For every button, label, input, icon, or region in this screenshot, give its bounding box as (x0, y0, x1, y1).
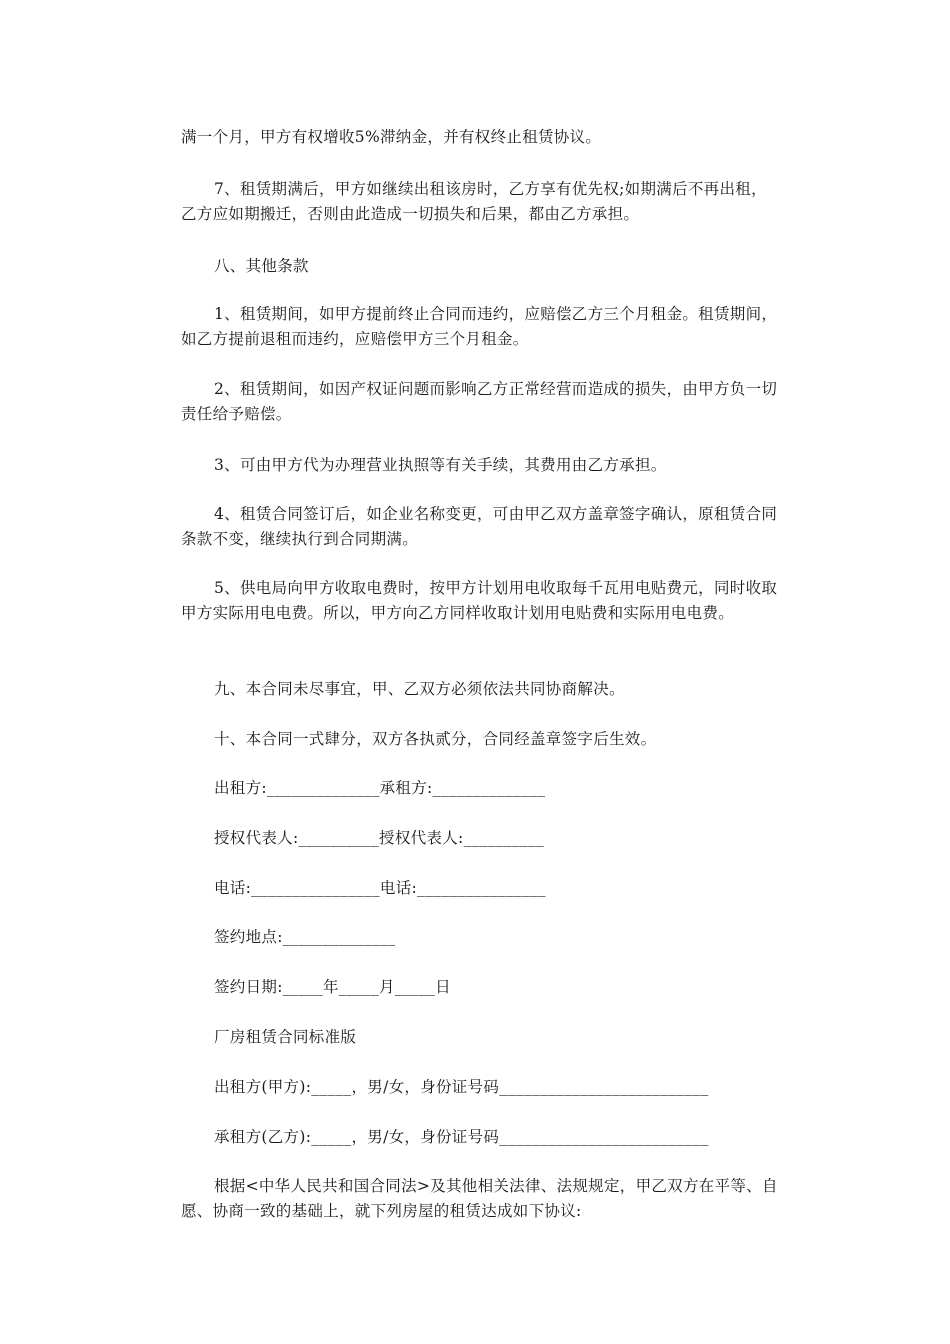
signature-place: 签约地点:______________ (214, 928, 396, 946)
paragraph-clause-10: 十、本合同一式肆分，双方各执贰分，合同经盖章签字后生效。 (214, 730, 657, 748)
paragraph-legal-basis: 根据<中华人民共和国合同法>及其他相关法律、法规规定，甲乙双方在平等、自愿、协商一致的基础上，就下列房屋的租赁达成如下协议: (181, 1177, 778, 1220)
signature-authorized-reps: 授权代表人:__________授权代表人:__________ (214, 829, 545, 847)
paragraph-late-fee: 满一个月，甲方有权增收5%滞纳金，并有权终止租赁协议。 (181, 128, 602, 146)
paragraph-clause-7: 7、租赁期满后，甲方如继续出租该房时，乙方享有优先权;如期满后不再出租，乙方应如期搬迁，否则由此造成一切损失和后果，都由乙方承担。 (181, 180, 767, 223)
party-a-line: 出租方(甲方):_____，男/女，身份证号码__________________________ (214, 1078, 709, 1096)
signature-date: 签约日期:_____年_____月_____日 (214, 978, 451, 996)
paragraph-other-4: 4、租赁合同签订后，如企业名称变更，可由甲乙双方盖章签字确认，原租赁合同条款不变，继续执行到合同期满。 (181, 505, 778, 548)
paragraph-other-2: 2、租赁期间，如因产权证问题而影响乙方正常经营而造成的损失，由甲方负一切责任给予赔偿。 (181, 380, 778, 423)
paragraph-other-3: 3、可由甲方代为办理营业执照等有关手续，其费用由乙方承担。 (214, 456, 667, 474)
paragraph-clause-9: 九、本合同未尽事宜，甲、乙双方必须依法共同协商解决。 (214, 680, 625, 698)
contract-title: 厂房租赁合同标准版 (214, 1028, 357, 1046)
signature-lessor-lessee: 出租方:______________承租方:______________ (214, 779, 546, 797)
paragraph-other-5: 5、供电局向甲方收取电费时，按甲方计划用电收取每千瓦用电贴费元，同时收取甲方实际用电电费。所以，甲方向乙方同样收取计划用电贴费和实际用电电费。 (181, 579, 778, 622)
section-heading-other-terms: 八、其他条款 (214, 257, 309, 275)
party-b-line: 承租方(乙方):_____，男/女，身份证号码__________________________ (214, 1128, 709, 1146)
paragraph-other-1: 1、租赁期间，如甲方提前终止合同而违约，应赔偿乙方三个月租金。租赁期间，如乙方提前退租而违约，应赔偿甲方三个月租金。 (181, 305, 778, 348)
signature-phones: 电话:________________电话:________________ (214, 879, 546, 897)
